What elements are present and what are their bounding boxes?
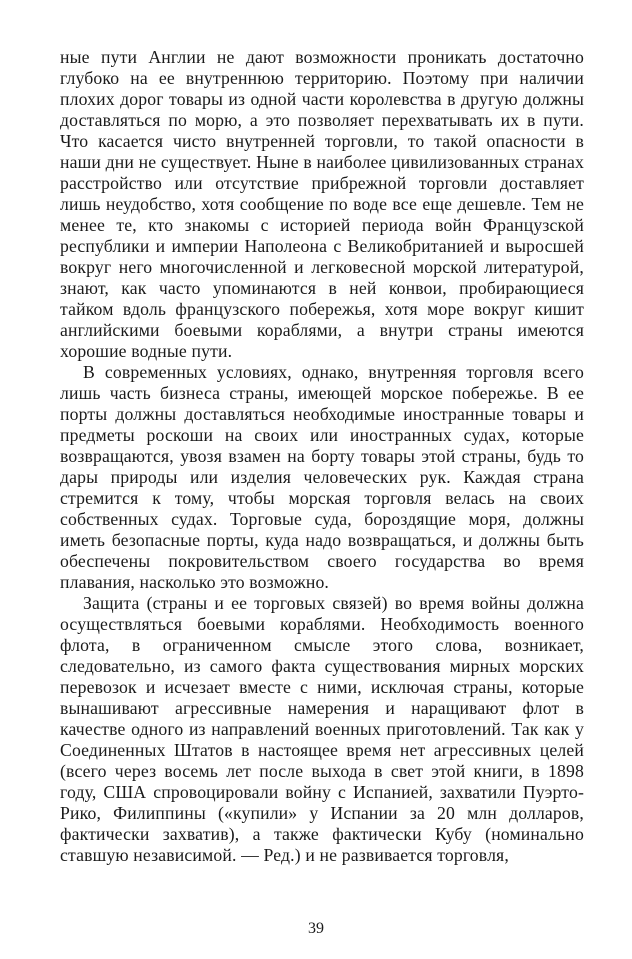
paragraph-1: ные пути Англии не дают возможности проникать достаточно глубоко на ее внутреннюю территорию. Поэтому при наличии плохих дорог товары из одной части королевства в другую должны доставляться по морю, а это позволяет перехватывать их в пути. Что касается чисто внутренней торговли, то такой опасности в наши дни не существует. Ныне в наиболее цивилизованных странах расстройство или отсутствие прибрежной торговли доставляет лишь неудобство, хотя сообщение по воде все еще дешевле. Тем не менее те, кто знакомы с историей периода войн Французской республики и империи Наполеона с Великобританией и выросшей вокруг него многочисленной и легковесной морской литературой, знают, как часто упоминаются в ней конвои, пробирающиеся тайком вдоль французского побережья, хотя море вокруг кишит английскими боевыми кораблями, а внутри страны имеются хорошие водные пути. xyxy=(60,47,584,361)
page-body xyxy=(60,47,584,866)
paragraph-2: В современных условиях, однако, внутренняя торговля всего лишь часть бизнеса страны, имеющей морское побережье. В ее порты должны доставляться необходимые иностранные товары и предметы роскоши на своих или иностранных судах, которые возвращаются, увозя взамен на борту товары этой страны, будь то дары природы или изделия человеческих рук. Каждая страна стремится к тому, чтобы морская торговля велась на своих собственных судах. Торговые суда, бороздящие моря, должны иметь безопасные порты, куда надо возвращаться, и должны быть обеспечены покровительством своего государства во время плавания, насколько это возможно. xyxy=(60,362,584,592)
paragraph-3: Защита (страны и ее торговых связей) во время войны должна осуществляться боевыми кораблями. Необходимость военного флота, в ограниченном смысле этого слова, возникает, следовательно, из самого факта существования мирных морских перевозок и исчезает вместе с ними, исключая страны, которые вынашивают агрессивные намерения и наращивают флот в качестве одного из направлений военных приготовлений. Так как у Соединенных Штатов в настоящее время нет агрессивных целей (всего через восемь лет после выхода в свет этой книги, в 1898 году, США спровоцировали войну с Испанией, захватили Пуэрто-Рико, Филиппины («купили» у Испании за 20 млн долларов, фактически захватив), а также фактически Кубу (номинально ставшую независимой. — Ред.) и не развивается торговля, xyxy=(60,593,584,865)
page-number: 39 xyxy=(308,920,324,937)
